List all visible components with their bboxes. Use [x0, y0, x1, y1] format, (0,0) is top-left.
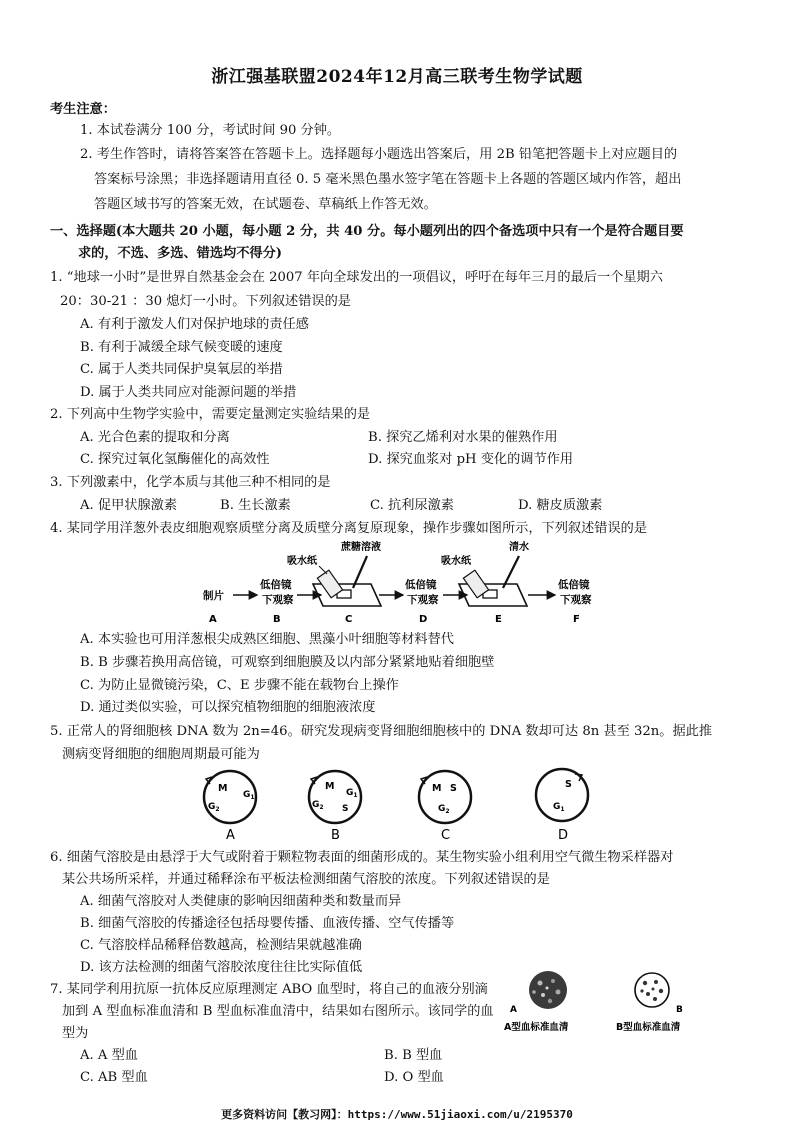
q7-letter-a: A — [510, 1005, 517, 1015]
notice-item-1: 1. 本试卷满分 100 分，考试时间 90 分钟。 — [80, 123, 341, 138]
q4-option-c: C. 为防止显微镜污染，C、E 步骤不能在载物台上操作 — [80, 678, 399, 693]
svg-text:S: S — [342, 804, 349, 814]
q3-option-c: C. 抗利尿激素 — [370, 498, 454, 513]
q2-option-c: C. 探究过氧化氢酶催化的高效性 — [80, 452, 270, 467]
q4-procedure-diagram — [195, 540, 615, 628]
q4-label-blotting-paper-2: 吸水纸 — [441, 556, 471, 567]
q2-option-a: A. 光合色素的提取和分离 — [80, 430, 230, 445]
svg-text:G1: $G_1$ — [243, 790, 255, 801]
q1-option-c: C. 属于人类共同保护臭氧层的举措 — [80, 362, 283, 377]
svg-text:G1: $G_1$ — [553, 802, 565, 813]
q1-option-b: B. 有利于减缓全球气候变暖的速度 — [80, 340, 283, 355]
q5-stem-cont: 测病变肾细胞的细胞周期最可能为 — [62, 747, 260, 762]
q7-option-c: C. AB 型血 — [80, 1070, 148, 1085]
q5-cell-cycle-diagrams — [190, 765, 610, 845]
q4-letter-e: E — [495, 614, 502, 625]
q5-stem: 5. 正常人的肾细胞核 DNA 数为 2n=46。研究发现病变肾细胞细胞核中的 DNA 数却可达 8n 甚至 32n。据此推 — [50, 724, 713, 739]
svg-text:M: M — [325, 781, 335, 792]
q3-stem: 3. 下列激素中，化学本质与其他三种不相同的是 — [50, 475, 331, 490]
q4-stem: 4. 某同学用洋葱外表皮细胞观察质壁分离及质壁分离复原现象，操作步骤如图所示，下列叙述错误的是 — [50, 521, 648, 536]
q4-letter-a: A — [209, 614, 217, 625]
q4-step-a: 制片 — [203, 590, 224, 602]
q1-stem: 1. “地球一小时”是世界自然基金会在 2007 年向全球发出的一项倡议，呼吁在每年三月的最后一个星期六 — [50, 270, 663, 285]
notice-item-2-cont: 答案标号涂黑；非选择题请用直径 0. 5 毫米黑色墨水签字笔在答题卡上各题的答题区域内作答，超出 — [94, 172, 682, 187]
q3-option-d: D. 糖皮质激素 — [518, 498, 603, 513]
q7-blood-type-figure — [500, 968, 700, 1040]
q4-option-d: D. 通过类似实验，可以探究植物细胞的细胞液浓度 — [80, 700, 376, 715]
q5-letter-d: D — [558, 828, 569, 843]
page-title: 浙江强基联盟2024年12月高三联考生物学试题 — [211, 67, 583, 87]
svg-text:M: M — [432, 783, 442, 794]
q4-slide-c — [313, 556, 381, 606]
q4-step-f-line2: 下观察 — [560, 594, 592, 606]
q6-option-a: A. 细菌气溶胶对人类健康的影响因细菌种类和数量而异 — [80, 894, 402, 909]
q4-label-blotting-paper-1: 吸水纸 — [287, 556, 317, 567]
section-heading-cont: 求的，不选、多选、错选均不得分) — [78, 246, 283, 261]
q7-letter-b: B — [676, 1005, 683, 1015]
footer-link[interactable]: 更多资料访问【教习网】：https://www.51jiaoxi.com/u/2195370 — [221, 1108, 573, 1121]
q2-option-b: B. 探究乙烯利对水果的催熟作用 — [368, 430, 558, 445]
svg-text:M: M — [218, 783, 228, 794]
q4-label-water: 清水 — [509, 542, 529, 553]
q7-caption-b: B型血标准血清 — [616, 1022, 681, 1033]
q7-stem-cont: 加到 A 型血标准血清和 B 型血标准血清中，结果如右图所示。该同学的血 — [62, 1004, 494, 1019]
q4-label-sucrose: 蔗糖溶液 — [341, 542, 381, 553]
q5-letter-b: B — [331, 828, 340, 843]
svg-text:G2: $G_2$ — [208, 802, 220, 813]
svg-text:S: S — [565, 779, 572, 790]
svg-text:S: S — [450, 783, 457, 794]
q3-option-a: A. 促甲状腺激素 — [80, 498, 178, 513]
section-heading: 一、选择题(本大题共 20 小题，每小题 2 分，共 40 分。每小题列出的四个备选项中只有一个是符合题目要 — [50, 224, 684, 239]
q2-option-d: D. 探究血浆对 pH 变化的调节作用 — [368, 452, 574, 467]
q7-caption-a: A型血标准血清 — [504, 1022, 569, 1033]
svg-text:G2: $G_2$ — [438, 804, 450, 815]
q6-option-c: C. 气溶胶样品稀释倍数越高，检测结果就越准确 — [80, 938, 362, 953]
q7-option-d: D. O 型血 — [384, 1070, 444, 1085]
q4-step-b-line2: 下观察 — [262, 594, 294, 606]
q6-option-d: D. 该方法检测的细菌气溶胶浓度往往比实际值低 — [80, 960, 363, 975]
svg-text:G1: $G_1$ — [346, 788, 358, 799]
q6-option-b: B. 细菌气溶胶的传播途径包括母婴传播、血液传播、空气传播等 — [80, 916, 455, 931]
q5-cycle-b — [309, 771, 361, 843]
q5-letter-a: A — [226, 828, 235, 843]
q5-cycle-a — [204, 771, 256, 843]
q6-stem: 6. 细菌气溶胶是由悬浮于大气或附着于颗粒物表面的细菌形成的。某生物实验小组利用空气微生物采样器对 — [50, 850, 674, 865]
q7-plate-a — [529, 971, 567, 1009]
q7-stem-cont2: 型为 — [62, 1026, 89, 1041]
q4-option-a: A. 本实验也可用洋葱根尖成熟区细胞、黑藻小叶细胞等材料替代 — [80, 632, 454, 647]
q1-option-d: D. 属于人类共同应对能源问题的举措 — [80, 385, 297, 400]
q4-step-f-line1: 低倍镜 — [558, 579, 590, 591]
q6-stem-cont: 某公共场所采样，并通过稀释涂布平板法检测细菌气溶胶的浓度。下列叙述错误的是 — [62, 872, 550, 887]
q5-cycle-d — [536, 769, 588, 843]
q4-letter-d: D — [419, 614, 428, 625]
notice-item-2-cont2: 答题区域书写的答案无效，在试题卷、草稿纸上作答无效。 — [94, 197, 437, 212]
q3-option-b: B. 生长激素 — [220, 498, 291, 513]
q4-letter-f: F — [573, 614, 580, 625]
q7-option-b: B. B 型血 — [384, 1048, 443, 1063]
q5-letter-c: C — [441, 828, 451, 843]
q7-plate-b — [635, 973, 669, 1007]
q4-option-b: B. B 步骤若换用高倍镜，可观察到细胞膜及以内部分紧紧地贴着细胞壁 — [80, 655, 495, 670]
q4-step-b-line1: 低倍镜 — [260, 579, 292, 591]
q7-stem: 7. 某同学利用抗原一抗体反应原理测定 ABO 血型时，将自己的血液分别滴 — [50, 982, 488, 997]
q5-cycle-c — [419, 771, 471, 843]
q1-stem-cont: 20：30-21 ：30 熄灯一小时。下列叙述错误的是 — [60, 294, 351, 309]
notice-item-2: 2. 考生作答时，请将答案答在答题卡上。选择题每小题选出答案后，用 2B 铅笔把答题卡上对应题目的 — [80, 147, 678, 162]
q2-stem: 2. 下列高中生物学实验中，需要定量测定实验结果的是 — [50, 407, 371, 422]
q4-letter-b: B — [273, 614, 281, 625]
q7-option-a: A. A 型血 — [80, 1048, 138, 1063]
q4-step-d-line2: 下观察 — [407, 594, 439, 606]
notice-heading: 考生注意： — [50, 102, 116, 117]
q1-option-a: A. 有利于激发人们对保护地球的责任感 — [80, 317, 309, 332]
svg-text:G2: $G_2$ — [312, 800, 324, 811]
q4-letter-c: C — [345, 614, 353, 625]
q4-step-d-line1: 低倍镜 — [405, 579, 437, 591]
